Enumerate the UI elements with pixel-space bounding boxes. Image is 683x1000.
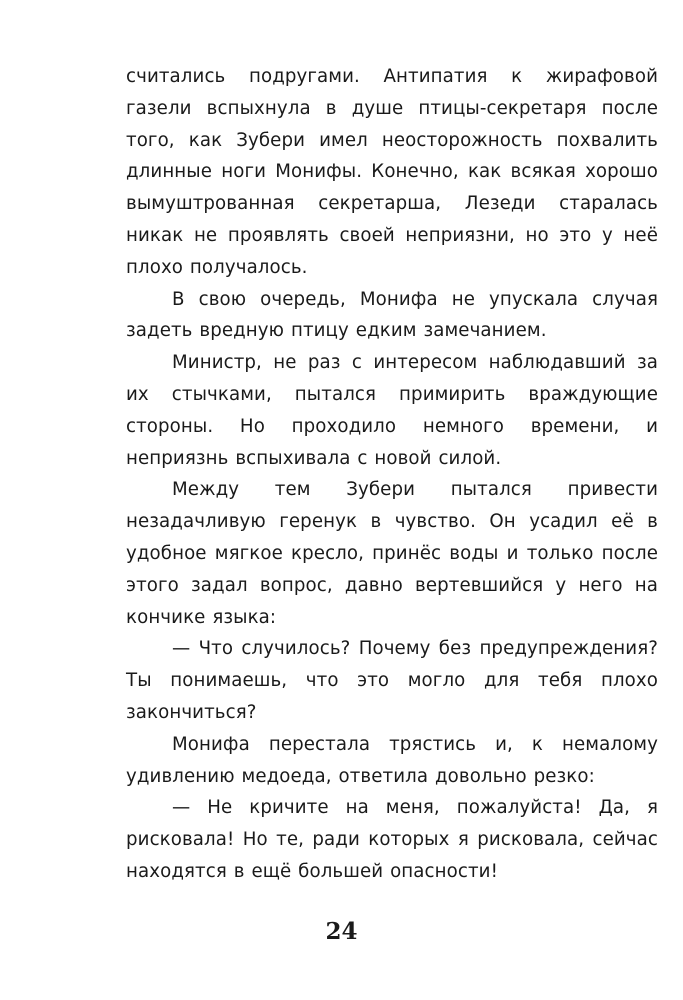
paragraph-2: В свою очередь, Монифа не упускала случая задеть вредную птицу едким замечанием. (126, 288, 658, 342)
paragraph-1: считались подругами. Антипатия к жирафовой газели вспыхнула в душе птицы-секретаря после того, как Зубери имел неосторожность похвалить длинные ноги Монифы. Конечно, как всякая хорошо вымуштрованная секретарша, Лезеди старалась никак не проявлять своей неприязни, но это у неё плохо получалось. (126, 66, 658, 278)
paragraph-3: Министр, не раз с интересом наблюдавший за их стычками, пытался примирить враждующие стороны. Но проходило немного времени, и неприязнь вспыхивала с новой силой. (126, 352, 658, 469)
paragraph-7: — Не кричите на меня, пожалуйста! Да, я рисковала! Но те, ради которых я рисковала, сейчас находятся в ещё большей опасности! (126, 797, 658, 882)
page-text (126, 61, 658, 888)
page-number: 24 (325, 918, 358, 945)
paragraph-6: Монифа перестала трястись и, к немалому удивлению медоеда, ответила довольно резко: (126, 733, 658, 787)
paragraph-4: Между тем Зубери пытался привести незадачливую геренук в чувство. Он усадил её в удобное мягкое кресло, принёс воды и только после этого задал вопрос, давно вертевшийся у него на кончике языка: (126, 479, 658, 628)
paragraph-5: — Что случилось? Почему без предупреждения? Ты понимаешь, что это могло для тебя плохо закончиться? (126, 638, 658, 723)
